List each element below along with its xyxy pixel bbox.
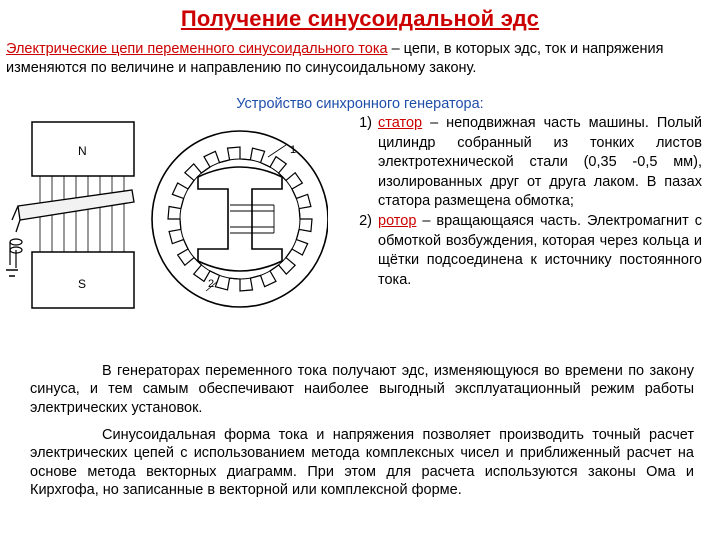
generator-cross-section (148, 115, 328, 315)
slip-rings (10, 239, 22, 268)
paragraph-1 (30, 362, 694, 417)
rotor-label: 2 (208, 278, 215, 290)
magnet-coil-diagram (4, 120, 142, 310)
north-pole-label: N (78, 144, 87, 158)
list-keyword: статор (378, 115, 423, 131)
paragraph-2 (30, 426, 694, 500)
paragraph-text: Синусоидальная форма тока и напряжения позволяет производить точный расчет электрических цепей с использованием метода комплексных чисел и приближенный расчет на основе метода векторных диаграмм. При этом для расчета используются законы Ома и Кирхгофа, но записанные в векторной или комплексной форме. (30, 427, 694, 499)
list-number: 2) (359, 212, 372, 229)
stator-label: 1 (290, 144, 297, 156)
south-pole-label: S (78, 277, 87, 291)
paragraph-text: В генераторах переменного тока получают эдс, изменяющуюся во времени по закону синуса, и тем самым обеспечивают наиболее выгодный эксплуатационный режим работы электрических установок. (30, 363, 694, 416)
list-item-rotor (346, 212, 702, 290)
list-body (378, 114, 702, 212)
list-text: – неподвижная часть машины. Полый цилиндр собранный из тонких листов электротехнической стали (0,35 -0,5 мм), изолированных друг от друга лаком. В пазах статора размещена обмотка; (378, 115, 702, 210)
definition-text (6, 40, 718, 78)
list-item-stator (346, 114, 702, 212)
definition-body: – цепи, в которых эдс, ток и напряжения изменяются по величине и направлению по синусоидальному закону. (6, 41, 664, 76)
list-text: – вращающаяся часть. Электромагнит с обмоткой возбуждения, которая через кольца и щётки подсоединена к источнику постоянного тока. (378, 212, 702, 288)
rotating-coil (12, 190, 134, 232)
list-body (378, 212, 702, 290)
page-title: Получение синусоидальной эдс (180, 6, 540, 31)
section-subtitle: Устройство синхронного генератора: (236, 96, 484, 112)
generator-parts-list (346, 114, 702, 290)
definition-term: Электрические цепи переменного синусоидального тока (6, 41, 388, 57)
output-terminals (6, 270, 18, 276)
list-keyword: ротор (378, 212, 417, 229)
list-number: 1) (359, 115, 372, 131)
